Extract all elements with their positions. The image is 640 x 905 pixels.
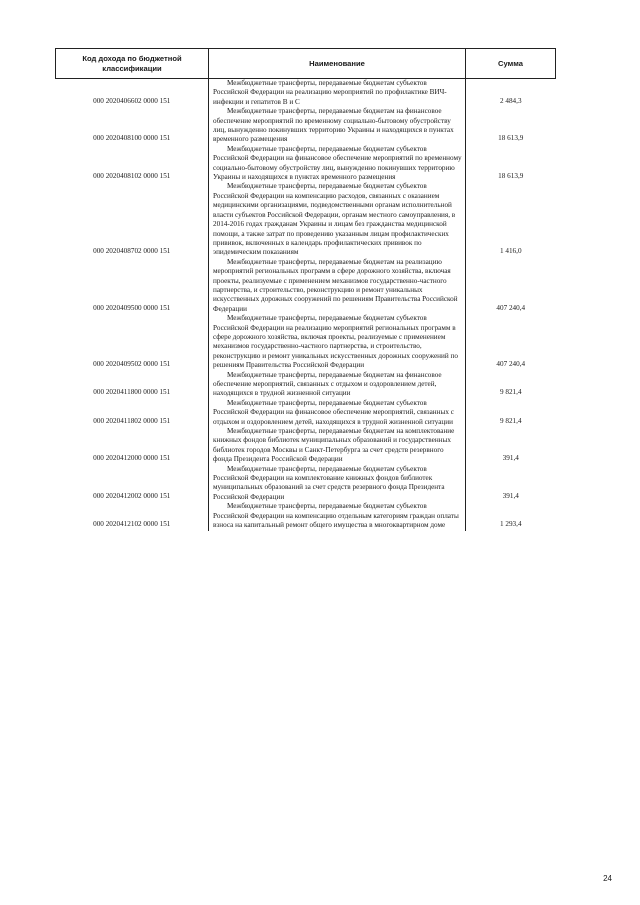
row-sum: 407 240,4 <box>496 360 526 369</box>
row-name-text: Межбюджетные трансферты, передаваемые бюджетам субъектов Российской Федерации на финансовое обеспечение мероприятий по временному социально-бытовому обустройству лиц, вынужденно покинувших территорию Украины и находящихся в пунктах временного размещения <box>213 144 462 182</box>
row-name-text: Межбюджетные трансферты, передаваемые бюджетам субъектов Российской Федерации на финансовое обеспечение мероприятий, связанных с отдыхом и оздоровлением детей, находящихся в трудной жизненной ситуации <box>213 398 454 426</box>
row-name <box>209 314 466 370</box>
row-code: 000 2020409500 0000 151 <box>93 303 171 312</box>
row-name <box>209 79 466 108</box>
row-name <box>209 371 466 399</box>
row-name-text: Межбюджетные трансферты, передаваемые бюджетам субъектов Российской Федерации на компенсацию отдельным категориям граждан оплаты взноса на капитальный ремонт общего имущества в многоквартирном доме <box>213 502 459 530</box>
row-name <box>209 182 466 257</box>
table-row <box>56 371 556 399</box>
row-name-text: Межбюджетные трансферты, передаваемые бюджетам субъектов Российской Федерации на компенсацию расходов, связанных с оказанием медицинскими организациями, подведомственными органам исполнительной власти субъектов Российской Федерации, органам местного самоуправления, в 2014-2016 годах гражданам Украины и лицам без гражданства медицинской помощи, а также затрат по проведению указанным лицам профилактических прививок, включенных в календарь профилактических прививок по эпидемическим показаниям <box>213 182 456 257</box>
row-name <box>209 399 466 427</box>
row-name <box>209 427 466 465</box>
row-name <box>209 145 466 183</box>
row-code: 000 2020408102 0000 151 <box>93 172 171 181</box>
row-name-text: Межбюджетные трансферты, передаваемые бюджетам субъектов Российской Федерации на реализацию мероприятий по профилактике ВИЧ-инфекции и гепатитов В и С <box>213 79 447 106</box>
row-name-text: Межбюджетные трансферты, передаваемые бюджетам субъектов Российской Федерации на комплектование книжных фондов библиотек муниципальных образований за счет средств резервного фонда Президента Российской Федерации <box>213 464 445 501</box>
row-code: 000 2020412000 0000 151 <box>93 454 171 463</box>
row-sum: 1 293,4 <box>499 520 522 529</box>
table-row <box>56 427 556 465</box>
table-row <box>56 182 556 257</box>
header-sum: Сумма <box>466 49 556 79</box>
row-name-text: Межбюджетные трансферты, передаваемые бюджетам на финансовое обеспечение мероприятий по временному социально-бытовому обустройству лиц, вынужденно покинувших территорию Украины и находящихся в пунктах временного размещения <box>213 107 454 144</box>
table-row <box>56 107 556 145</box>
row-code: 000 2020412102 0000 151 <box>93 520 171 529</box>
table-row <box>56 502 556 530</box>
row-name-text: Межбюджетные трансферты, передаваемые бюджетам субъектов Российской Федерации на реализацию мероприятий региональных программ в сфере дорожного хозяйства, включая проекты, реализуемые с применением механизмов государственно-частного партнерства, и строительство, реконструкцию и ремонт уникальных искусственных дорожных сооружений по решениям Правительства Российской Федерации <box>213 314 458 370</box>
table-header-row <box>56 49 556 79</box>
table-row <box>56 465 556 503</box>
table-row <box>56 258 556 314</box>
table-row <box>56 145 556 183</box>
row-code: 000 2020412002 0000 151 <box>93 491 171 500</box>
header-code: Код дохода по бюджетной классификации <box>56 49 209 79</box>
table-row <box>56 314 556 370</box>
table-row <box>56 79 556 108</box>
row-code: 000 2020411802 0000 151 <box>93 416 171 425</box>
row-name-text: Межбюджетные трансферты, передаваемые бюджетам на реализацию мероприятий региональных программ в сфере дорожного хозяйства, включая проекты, реализуемые с применением механизмов государственно-частного партнерства, и строительство, реконструкцию и ремонт уникальных искусственных дорожных сооружений по решениям Правительства Российской Федерации <box>213 257 458 313</box>
row-sum: 9 821,4 <box>499 416 522 425</box>
row-code: 000 2020408702 0000 151 <box>93 247 171 256</box>
row-name <box>209 107 466 145</box>
header-name: Наименование <box>209 49 466 79</box>
row-sum: 391,4 <box>502 454 519 463</box>
row-name-text: Межбюджетные трансферты, передаваемые бюджетам на финансовое обеспечение мероприятий, связанных с отдыхом и оздоровлением детей, находящихся в трудной жизненной ситуации <box>213 370 442 398</box>
row-name <box>209 258 466 314</box>
row-sum: 18 613,9 <box>498 134 524 143</box>
page-number: 24 <box>603 874 612 883</box>
table-row <box>56 399 556 427</box>
revenue-table <box>55 48 556 531</box>
row-code: 000 2020406602 0000 151 <box>93 96 171 105</box>
row-name <box>209 465 466 503</box>
row-code: 000 2020408100 0000 151 <box>93 134 171 143</box>
row-sum: 407 240,4 <box>496 303 526 312</box>
row-code: 000 2020409502 0000 151 <box>93 360 171 369</box>
row-sum: 2 484,3 <box>499 96 522 105</box>
row-name <box>209 502 466 530</box>
row-sum: 391,4 <box>502 491 519 500</box>
row-code: 000 2020411800 0000 151 <box>93 388 171 397</box>
row-sum: 18 613,9 <box>498 172 524 181</box>
row-name-text: Межбюджетные трансферты, передаваемые бюджетам на комплектование книжных фондов библиотек муниципальных образований и государственных библиотек городов Москвы и Санкт-Петербурга за счет средств резервного фонда Президента Российской Федерации <box>213 427 455 464</box>
row-sum: 9 821,4 <box>499 388 522 397</box>
row-sum: 1 416,0 <box>499 247 522 256</box>
